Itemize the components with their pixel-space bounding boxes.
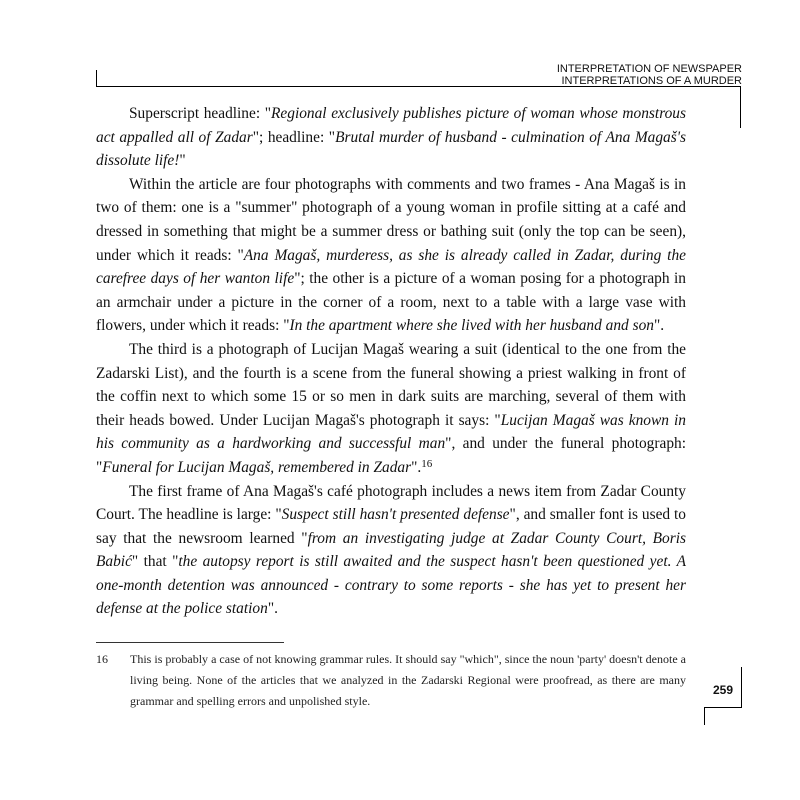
p2-quote-caption-2: In the apartment where she lived with her husband and son (289, 317, 654, 335)
p4-quote-report: the autopsy report is still awaited and the suspect hasn't been questioned yet. A one-month detention was announced - contrary to some reports - she has yet to present her defense at the police station (96, 553, 686, 618)
header-right-tick (740, 86, 741, 128)
paragraph-1 (96, 102, 686, 173)
p1-quote-headline: Brutal murder of husband - culmination of Ana Magaš's dissolute life! (96, 128, 686, 170)
p1-text-e: " (179, 152, 186, 170)
footnote (96, 649, 686, 712)
p4-text-e: " that " (131, 553, 179, 571)
p2-text-a: Within the article are four photographs with comments and two frames - Ana Magaš is in two of them: one is a "summer" photograph of a young woman in profile sitting at a café and dressed in something that might be a summer dress or bathing suit (only the top can be seen), under which it reads: " (96, 175, 686, 264)
footnote-number: 16 (96, 652, 108, 666)
footnote-ref[interactable]: 16 (421, 457, 433, 470)
running-header (557, 63, 742, 87)
page-number-frame-bottom (704, 707, 742, 708)
p1-text-c: "; headline: " (252, 128, 336, 146)
p1-text-a: Superscript headline: " (129, 105, 272, 122)
paragraph-4 (96, 480, 686, 622)
body-text (96, 102, 686, 621)
p2-text-e: ". (653, 317, 665, 335)
paragraph-3 (96, 338, 686, 480)
p3-text-a: The third is a photograph of Lucijan Magaš wearing a suit (identical to the one from the Zadarski List), and the fourth is a scene from the funeral showing a priest walking in front of the coffin next to which some 15 or so men in dark suits are marching, several of them with their heads bowed. Under Lucijan Magaš's photograph it says: " (96, 340, 686, 429)
p4-quote-headline: Suspect still hasn't presented defense (281, 506, 510, 524)
header-left-tick (96, 70, 97, 87)
footnote-text: This is probably a case of not knowing grammar rules. It should say "which", since the noun 'party' doesn't denote a living being. None of the articles that we analyzed in the Zadarski Regional were proofread, as there are many grammar and spelling errors and unpolished style. (130, 652, 686, 708)
p3-quote-caption-3: Lucijan Magaš was known in his community as a hardworking and successful man (96, 411, 686, 453)
p4-text-a: The first frame of Ana Magaš's café photograph includes a news item from Zadar County Court. The headline is large: " (96, 482, 686, 524)
p4-text-g: ". (267, 600, 278, 618)
page-number-frame-left (704, 707, 705, 725)
p4-text-c: ", and smaller font is used to say that the newsroom learned " (96, 506, 686, 547)
footnote-rule (96, 642, 284, 643)
p2-text-c: "; the other is a picture of a woman posing for a photograph in an armchair under a picture in the corner of a room, next to a table with a large vase with flowers, under which it reads: " (96, 270, 686, 335)
p4-quote-source: from an investigating judge at Zadar County Court, Boris Babić (96, 529, 686, 571)
p2-quote-caption-1: Ana Magaš, murderess, as she is already called in Zadar, during the carefree days of her wanton life (96, 246, 686, 288)
p3-quote-caption-4: Funeral for Lucijan Magaš, remembered in Zadar (102, 458, 412, 476)
page-number: 259 (712, 683, 734, 697)
p3-text-c: ", and under the funeral photograph: " (96, 435, 686, 476)
p3-text-e: ". (411, 458, 422, 476)
running-header-line1: INTERPRETATION OF NEWSPAPER (556, 63, 742, 75)
p1-quote-superscript-headline: Regional exclusively publishes picture of woman whose monstrous act appalled all of Zadar (96, 105, 686, 146)
running-header-line2: INTERPRETATIONS OF A MURDER (561, 75, 742, 87)
paragraph-2 (96, 173, 686, 338)
